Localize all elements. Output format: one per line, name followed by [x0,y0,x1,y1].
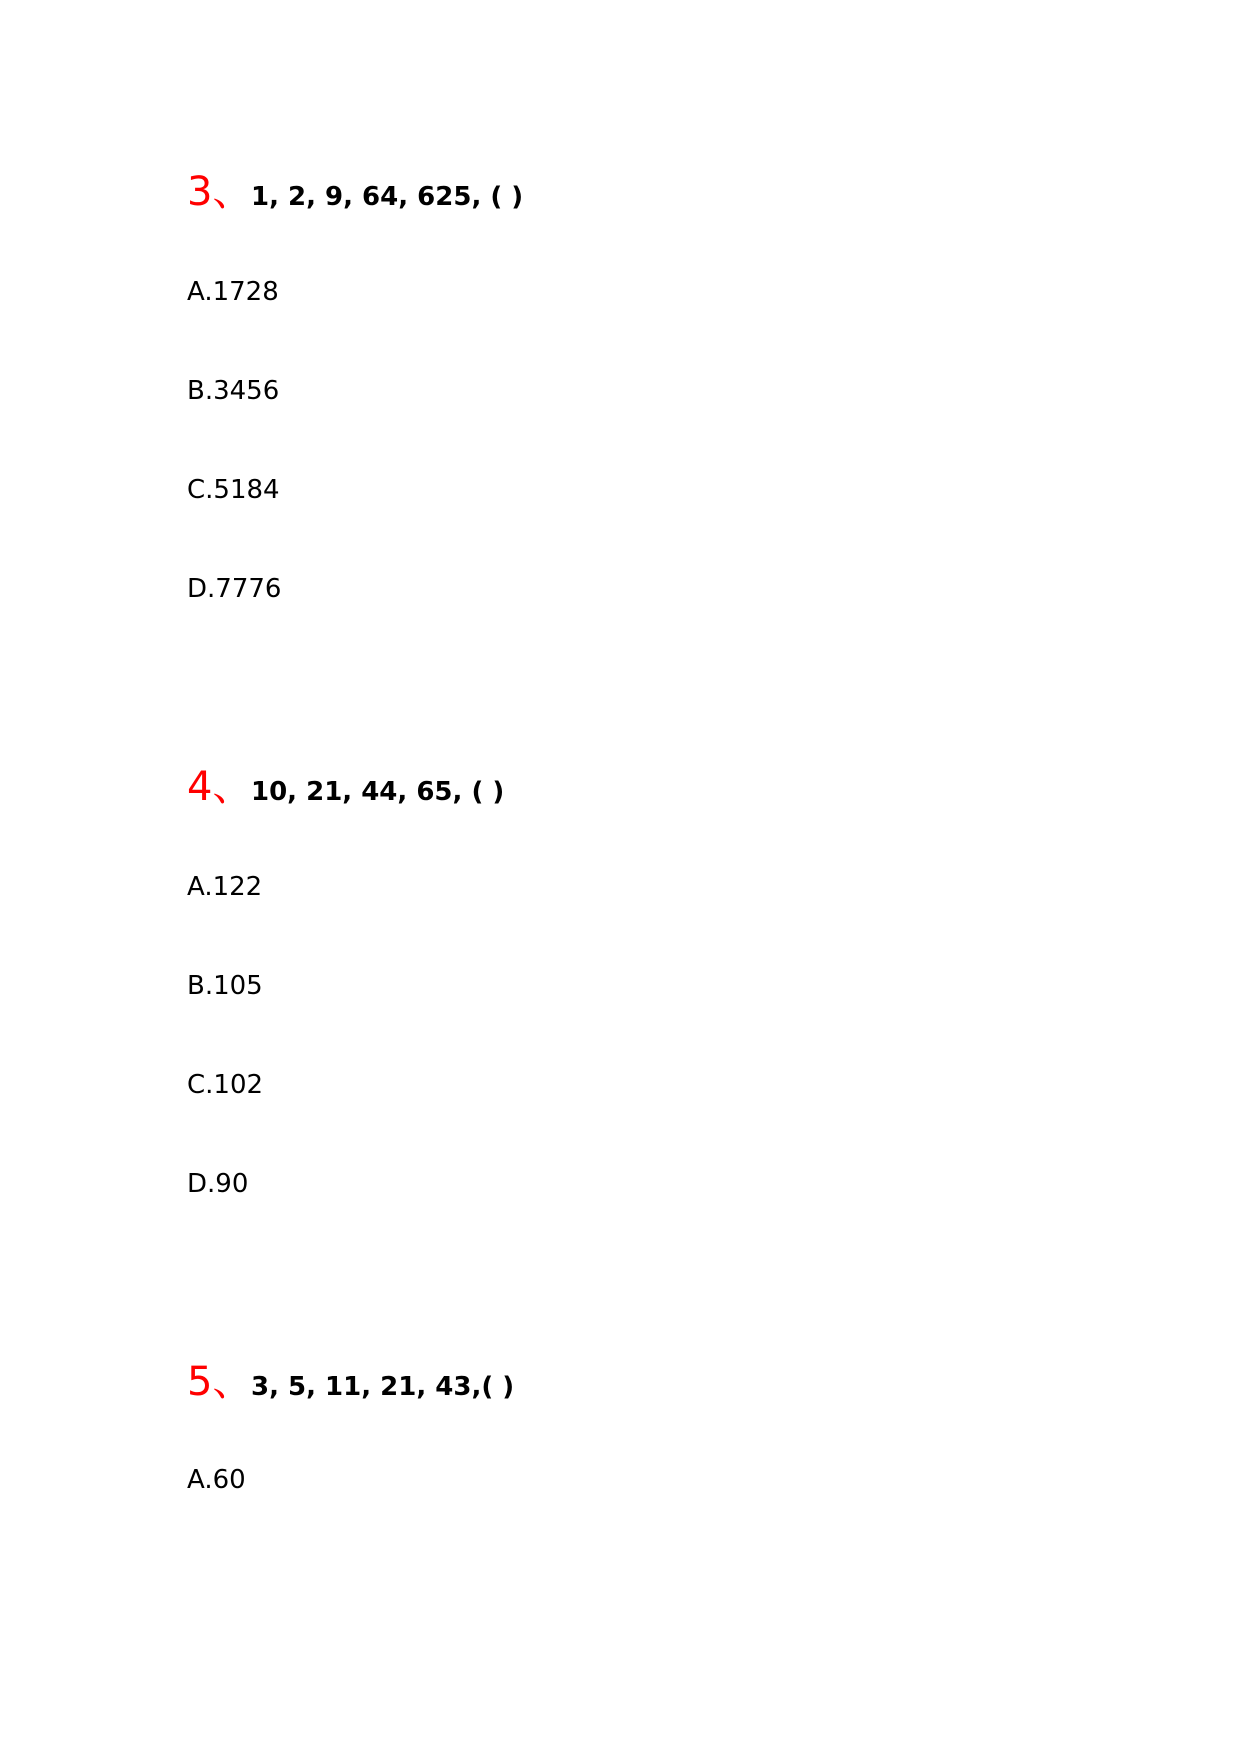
question-text: 3, 5, 11, 21, 43,( ) [251,1372,515,1402]
option-a: A.122 [187,872,263,902]
question-number: 3、 [187,169,253,215]
question-number: 4、 [187,764,253,810]
option-d: D.7776 [187,574,282,604]
question-text: 10, 21, 44, 65, ( ) [251,777,505,807]
option-c: C.102 [187,1070,264,1100]
option-a: A.1728 [187,277,279,307]
option-b: B.3456 [187,376,280,406]
option-c: C.5184 [187,475,280,505]
option-b: B.105 [187,971,263,1001]
option-a: A.60 [187,1465,246,1495]
question-number: 5、 [187,1359,253,1405]
question-text: 1, 2, 9, 64, 625, ( ) [251,182,524,212]
option-d: D.90 [187,1169,249,1199]
